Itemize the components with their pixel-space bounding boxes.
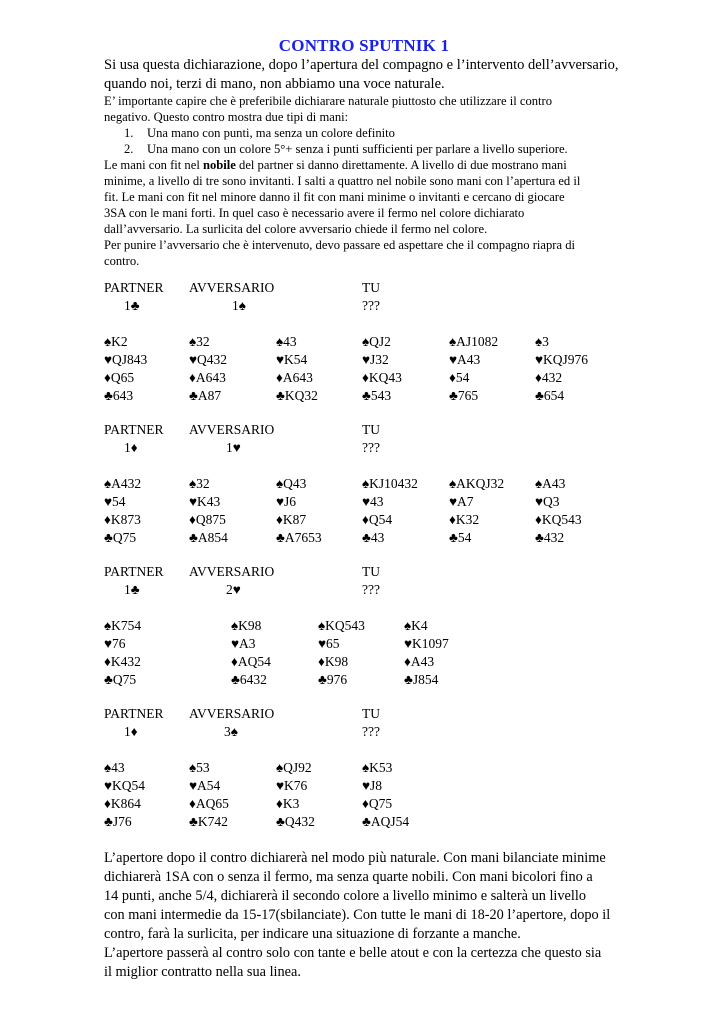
hand <box>535 475 582 547</box>
clubs: ♣J854 <box>404 672 439 687</box>
spades: ♠K2 <box>104 334 128 349</box>
diamonds: ♦KQ43 <box>362 370 402 385</box>
spades: ♠3 <box>535 334 549 349</box>
hearts: ♥Q3 <box>535 494 560 509</box>
bid-tu: ??? <box>362 582 380 597</box>
list-number: 2. <box>124 142 134 156</box>
intro-line: quando noi, terzi di mano, non abbiamo una voce naturale. <box>104 76 445 92</box>
hearts: ♥Q432 <box>189 352 228 367</box>
spades: ♠K98 <box>231 618 262 633</box>
hearts: ♥K1097 <box>404 636 449 651</box>
closing-line: L’apertore passerà al contro solo con tante e belle atout e con la certezza che questo sia <box>104 945 602 961</box>
diamonds: ♦Q75 <box>362 796 393 811</box>
intro-line: Si usa questa dichiarazione, dopo l’apertura del compagno e l’intervento dell’avversario, <box>104 57 619 73</box>
clubs: ♣AQJ54 <box>362 814 410 829</box>
closing-line: 14 punti, anche 5/4, dichiarerà il secondo colore a livello minimo e salterà un livello <box>104 888 586 904</box>
diamonds: ♦Q54 <box>362 512 393 527</box>
bid-avversario: 1♠ <box>232 298 246 313</box>
hearts: ♥A3 <box>231 636 256 651</box>
clubs: ♣43 <box>362 530 385 545</box>
bid-partner: 1♣ <box>124 298 140 313</box>
spades: ♠AKQJ32 <box>449 476 505 491</box>
label-partner: PARTNER <box>104 280 164 295</box>
diamonds: ♦K864 <box>104 796 141 811</box>
bid-avversario: 2♥ <box>226 582 241 597</box>
spades: ♠QJ2 <box>362 334 391 349</box>
para-line: Le mani con fit nel nobile del partner si danno direttamente. A livello di due mostrano mani <box>104 158 567 172</box>
bid-partner: 1♦ <box>124 724 138 739</box>
label-avversario: AVVERSARIO <box>189 706 275 721</box>
diamonds: ♦AQ54 <box>231 654 271 669</box>
para-line: E’ importante capire che è preferibile dichiarare naturale piuttosto che utilizzare il contro <box>104 94 553 108</box>
hand <box>104 759 145 831</box>
closing-line: il miglior contratto nella sua linea. <box>104 964 301 980</box>
hand <box>189 759 229 831</box>
clubs: ♣Q75 <box>104 672 137 687</box>
label-tu: TU <box>362 280 380 295</box>
hand <box>362 475 418 547</box>
page-title: CONTRO SPUTNIK 1 <box>278 36 450 55</box>
clubs: ♣Q432 <box>276 814 315 829</box>
diamonds: ♦K98 <box>318 654 349 669</box>
spades: ♠32 <box>189 334 210 349</box>
list-number: 1. <box>124 126 134 140</box>
diamonds: ♦A643 <box>276 370 313 385</box>
diamonds: ♦K432 <box>104 654 141 669</box>
spades: ♠AJ1082 <box>449 334 499 349</box>
closing-line: dichiarerà 1SA con o senza il fermo, ma senza quarte nobili. Con mani bicolori fino a <box>104 869 593 885</box>
label-avversario: AVVERSARIO <box>189 564 275 579</box>
hand <box>231 617 271 689</box>
hearts: ♥65 <box>318 636 340 651</box>
spades: ♠K4 <box>404 618 428 633</box>
bid-avversario: 3♠ <box>224 724 238 739</box>
clubs: ♣J76 <box>104 814 132 829</box>
label-avversario: AVVERSARIO <box>189 280 275 295</box>
hand <box>276 475 322 547</box>
closing-line: con mani intermedie da 15-17(sbilanciate). Con tutte le mani di 18-20 l’apertore, dopo il <box>104 907 611 923</box>
bid-tu: ??? <box>362 724 380 739</box>
label-tu: TU <box>362 422 380 437</box>
para-line: 3SA con le mani forti. In quel caso è necessario avere il fermo nel colore dichiarato <box>104 206 525 220</box>
list-item: Una mano con punti, ma senza un colore definito <box>147 126 395 140</box>
clubs: ♣KQ32 <box>276 388 318 403</box>
bid-avversario: 1♥ <box>226 440 241 455</box>
hand <box>449 333 498 405</box>
clubs: ♣976 <box>318 672 348 687</box>
bid-tu: ??? <box>362 298 380 313</box>
spades: ♠QJ92 <box>276 760 312 775</box>
label-partner: PARTNER <box>104 422 164 437</box>
hand <box>449 475 504 547</box>
spades: ♠43 <box>276 334 297 349</box>
para-line: negativo. Questo contro mostra due tipi di mani: <box>104 110 349 124</box>
diamonds: ♦AQ65 <box>189 796 229 811</box>
hearts: ♥K76 <box>276 778 308 793</box>
hearts: ♥K43 <box>189 494 221 509</box>
hearts: ♥54 <box>104 494 126 509</box>
hand <box>189 475 228 547</box>
spades: ♠K754 <box>104 618 142 633</box>
hand <box>362 333 402 405</box>
clubs: ♣643 <box>104 388 134 403</box>
hand <box>535 333 588 405</box>
clubs: ♣432 <box>535 530 565 545</box>
clubs: ♣K742 <box>189 814 228 829</box>
label-partner: PARTNER <box>104 706 164 721</box>
hand <box>104 333 147 405</box>
label-tu: TU <box>362 706 380 721</box>
label-tu: TU <box>362 564 380 579</box>
spades: ♠43 <box>104 760 125 775</box>
hearts: ♥KQ54 <box>104 778 146 793</box>
diamonds: ♦Q65 <box>104 370 135 385</box>
diamonds: ♦432 <box>535 370 563 385</box>
hand <box>404 617 449 689</box>
hearts: ♥QJ843 <box>104 352 148 367</box>
hearts: ♥KQJ976 <box>535 352 589 367</box>
spades: ♠A432 <box>104 476 142 491</box>
spades: ♠KQ543 <box>318 618 365 633</box>
hand <box>362 759 409 831</box>
clubs: ♣6432 <box>231 672 267 687</box>
spades: ♠K53 <box>362 760 393 775</box>
diamonds: ♦A43 <box>404 654 435 669</box>
bid-partner: 1♦ <box>124 440 138 455</box>
hand <box>276 333 318 405</box>
hand <box>189 333 227 405</box>
hearts: ♥76 <box>104 636 126 651</box>
para-line: fit. Le mani con fit nel minore danno il fit con mani minime o invitanti e cercano di giocare <box>104 190 565 204</box>
closing-line: contro, farà la surlicita, per indicare una situazione di forzante a manche. <box>104 926 521 942</box>
clubs: ♣A87 <box>189 388 222 403</box>
diamonds: ♦Q875 <box>189 512 226 527</box>
para-line: dall’avversario. La surlicita del colore avversario chiede il fermo nel colore. <box>104 222 488 236</box>
clubs: ♣A854 <box>189 530 228 545</box>
diamonds: ♦K873 <box>104 512 141 527</box>
clubs: ♣654 <box>535 388 565 403</box>
hearts: ♥43 <box>362 494 384 509</box>
para-line: Per punire l’avversario che è intervenuto, devo passare ed aspettare che il compagno riapra di <box>104 238 576 252</box>
clubs: ♣A7653 <box>276 530 322 545</box>
diamonds: ♦K3 <box>276 796 300 811</box>
clubs: ♣54 <box>449 530 472 545</box>
para-line: minime, a livello di tre sono invitanti. I salti a quattro nel nobile sono mani con l’apertura ed il <box>104 174 581 188</box>
hearts: ♥J6 <box>276 494 297 509</box>
closing-line: L’apertore dopo il contro dichiarerà nel modo più naturale. Con mani bilanciate minime <box>104 850 606 866</box>
hearts: ♥A54 <box>189 778 221 793</box>
hand <box>104 617 141 689</box>
spades: ♠32 <box>189 476 210 491</box>
spades: ♠KJ10432 <box>362 476 418 491</box>
label-partner: PARTNER <box>104 564 164 579</box>
para-line: contro. <box>104 254 140 268</box>
hand <box>104 475 141 547</box>
spades: ♠53 <box>189 760 210 775</box>
hearts: ♥A43 <box>449 352 481 367</box>
hearts: ♥J32 <box>362 352 389 367</box>
clubs: ♣Q75 <box>104 530 137 545</box>
bid-partner: 1♣ <box>124 582 140 597</box>
clubs: ♣543 <box>362 388 392 403</box>
spades: ♠A43 <box>535 476 566 491</box>
diamonds: ♦K32 <box>449 512 480 527</box>
hearts: ♥J8 <box>362 778 383 793</box>
hearts: ♥K54 <box>276 352 308 367</box>
spades: ♠Q43 <box>276 476 307 491</box>
clubs: ♣765 <box>449 388 479 403</box>
list-item: Una mano con un colore 5°+ senza i punti sufficienti per parlare a livello superiore. <box>147 142 568 156</box>
diamonds: ♦54 <box>449 370 470 385</box>
label-avversario: AVVERSARIO <box>189 422 275 437</box>
hand <box>318 617 365 689</box>
diamonds: ♦KQ543 <box>535 512 582 527</box>
diamonds: ♦A643 <box>189 370 226 385</box>
hearts: ♥A7 <box>449 494 474 509</box>
hand <box>276 759 315 831</box>
bid-tu: ??? <box>362 440 380 455</box>
diamonds: ♦K87 <box>276 512 307 527</box>
